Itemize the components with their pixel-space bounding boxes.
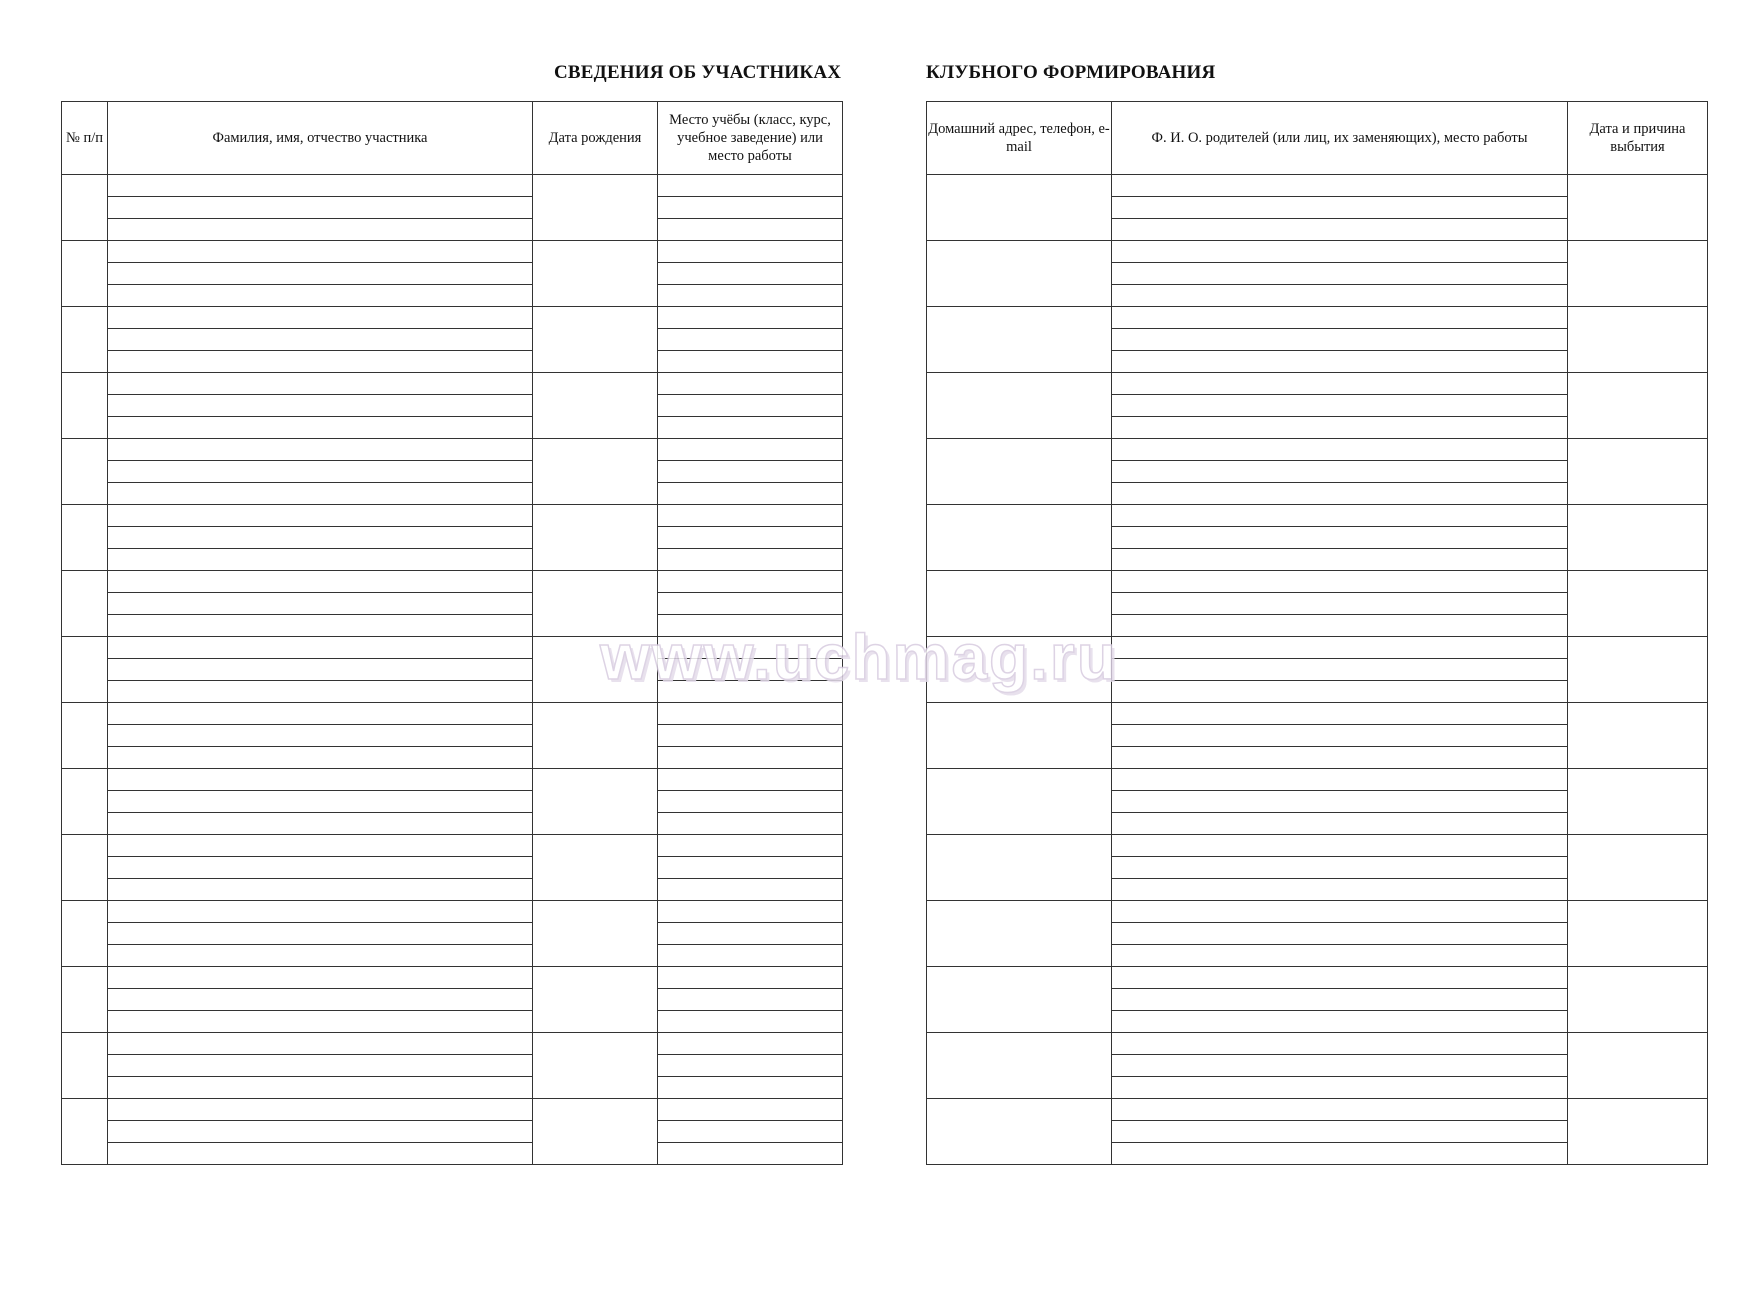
address-cell[interactable]	[927, 1033, 1112, 1099]
study-place-line[interactable]	[658, 527, 843, 549]
study-place-line[interactable]	[658, 1143, 843, 1165]
leave-date-cell[interactable]	[1568, 241, 1708, 307]
address-cell[interactable]	[927, 967, 1112, 1033]
leave-date-cell[interactable]	[1568, 637, 1708, 703]
study-place-line[interactable]	[658, 307, 843, 329]
header-birth-date: Дата рождения	[533, 102, 658, 175]
parents-line[interactable]	[1112, 285, 1568, 307]
leave-date-cell[interactable]	[1568, 373, 1708, 439]
parents-line[interactable]	[1112, 1011, 1568, 1033]
number-cell[interactable]	[62, 1099, 108, 1165]
name-line[interactable]	[108, 285, 533, 307]
address-cell[interactable]	[927, 1099, 1112, 1165]
header-home-address: Домашний адрес, телефон, e-mail	[927, 102, 1112, 175]
study-place-line[interactable]	[658, 439, 843, 461]
name-line[interactable]	[108, 483, 533, 505]
study-place-line[interactable]	[658, 1099, 843, 1121]
parents-line[interactable]	[1112, 593, 1568, 615]
address-cell[interactable]	[927, 175, 1112, 241]
table-row	[927, 835, 1708, 857]
address-cell[interactable]	[927, 769, 1112, 835]
leave-date-cell[interactable]	[1568, 571, 1708, 637]
parents-line[interactable]	[1112, 791, 1568, 813]
study-place-line[interactable]	[658, 725, 843, 747]
name-line[interactable]	[108, 175, 533, 197]
name-line[interactable]	[108, 263, 533, 285]
table-row	[927, 241, 1708, 263]
study-place-line[interactable]	[658, 175, 843, 197]
study-place-line[interactable]	[658, 571, 843, 593]
parents-line[interactable]	[1112, 967, 1568, 989]
name-line[interactable]	[108, 505, 533, 527]
table-row	[62, 373, 843, 395]
table-row	[62, 219, 843, 241]
parents-line[interactable]	[1112, 945, 1568, 967]
name-line[interactable]	[108, 857, 533, 879]
number-cell[interactable]	[62, 373, 108, 439]
leave-date-cell[interactable]	[1568, 1099, 1708, 1165]
birth-date-cell[interactable]	[533, 307, 658, 373]
table-row	[62, 439, 843, 461]
study-place-line[interactable]	[658, 703, 843, 725]
name-line[interactable]	[108, 703, 533, 725]
birth-date-cell[interactable]	[533, 835, 658, 901]
table-row	[62, 549, 843, 571]
table-row	[927, 307, 1708, 329]
address-cell[interactable]	[927, 637, 1112, 703]
study-place-line[interactable]	[658, 791, 843, 813]
table-row	[62, 329, 843, 351]
name-line[interactable]	[108, 351, 533, 373]
name-line[interactable]	[108, 1033, 533, 1055]
address-cell[interactable]	[927, 307, 1112, 373]
study-place-line[interactable]	[658, 967, 843, 989]
name-line[interactable]	[108, 769, 533, 791]
number-cell[interactable]	[62, 901, 108, 967]
table-row	[62, 1033, 843, 1055]
table-row	[62, 989, 843, 1011]
name-line[interactable]	[108, 571, 533, 593]
table-row	[62, 417, 843, 439]
table-row	[62, 307, 843, 329]
study-place-line[interactable]	[658, 549, 843, 571]
name-line[interactable]	[108, 879, 533, 901]
parents-line[interactable]	[1112, 483, 1568, 505]
table-row	[62, 395, 843, 417]
birth-date-cell[interactable]	[533, 505, 658, 571]
table-row	[62, 1099, 843, 1121]
name-line[interactable]	[108, 967, 533, 989]
study-place-line[interactable]	[658, 505, 843, 527]
table-row	[62, 1143, 843, 1165]
name-line[interactable]	[108, 1121, 533, 1143]
parents-line[interactable]	[1112, 307, 1568, 329]
number-cell[interactable]	[62, 1033, 108, 1099]
parents-line[interactable]	[1112, 373, 1568, 395]
parents-line[interactable]	[1112, 1143, 1568, 1165]
table-row	[927, 901, 1708, 923]
name-line[interactable]	[108, 681, 533, 703]
leave-date-cell[interactable]	[1568, 901, 1708, 967]
table-row	[62, 505, 843, 527]
parents-line[interactable]	[1112, 1099, 1568, 1121]
right-page-title: КЛУБНОГО ФОРМИРОВАНИЯ	[926, 62, 1216, 83]
address-cell[interactable]	[927, 901, 1112, 967]
address-cell[interactable]	[927, 571, 1112, 637]
parents-line[interactable]	[1112, 505, 1568, 527]
table-row	[927, 1099, 1708, 1121]
name-line[interactable]	[108, 659, 533, 681]
table-row	[62, 659, 843, 681]
study-place-line[interactable]	[658, 813, 843, 835]
name-line[interactable]	[108, 1077, 533, 1099]
study-place-line[interactable]	[658, 747, 843, 769]
header-number: № п/п	[62, 102, 108, 175]
study-place-line[interactable]	[658, 219, 843, 241]
table-row	[62, 1121, 843, 1143]
birth-date-cell[interactable]	[533, 439, 658, 505]
address-cell[interactable]	[927, 835, 1112, 901]
name-line[interactable]	[108, 307, 533, 329]
birth-date-cell[interactable]	[533, 1033, 658, 1099]
watermark: www.uchmag.ru	[600, 621, 1118, 693]
number-cell[interactable]	[62, 505, 108, 571]
table-row	[62, 769, 843, 791]
name-line[interactable]	[108, 791, 533, 813]
left-page-title: СВЕДЕНИЯ ОБ УЧАСТНИКАХ	[554, 62, 842, 83]
birth-date-cell[interactable]	[533, 637, 658, 703]
birth-date-cell[interactable]	[533, 373, 658, 439]
parents-line[interactable]	[1112, 351, 1568, 373]
table-row	[927, 175, 1708, 197]
number-cell[interactable]	[62, 175, 108, 241]
header-parents: Ф. И. О. родителей (или лиц, их заменяющих), место работы	[1112, 102, 1568, 175]
study-place-line[interactable]	[658, 989, 843, 1011]
study-place-line[interactable]	[658, 373, 843, 395]
address-cell[interactable]	[927, 373, 1112, 439]
parents-line[interactable]	[1112, 1033, 1568, 1055]
table-row	[62, 835, 843, 857]
name-line[interactable]	[108, 241, 533, 263]
name-line[interactable]	[108, 1055, 533, 1077]
header-leave-date: Дата и причина выбытия	[1568, 102, 1708, 175]
table-row	[62, 483, 843, 505]
name-line[interactable]	[108, 923, 533, 945]
name-line[interactable]	[108, 1099, 533, 1121]
table-row	[62, 901, 843, 923]
table-row	[62, 879, 843, 901]
name-line[interactable]	[108, 1143, 533, 1165]
table-row	[62, 285, 843, 307]
name-line[interactable]	[108, 593, 533, 615]
parents-line[interactable]	[1112, 813, 1568, 835]
table-row	[62, 593, 843, 615]
study-place-line[interactable]	[658, 857, 843, 879]
parents-line[interactable]	[1112, 527, 1568, 549]
parents-line[interactable]	[1112, 395, 1568, 417]
table-row	[62, 703, 843, 725]
leave-date-cell[interactable]	[1568, 967, 1708, 1033]
address-cell[interactable]	[927, 439, 1112, 505]
name-line[interactable]	[108, 725, 533, 747]
table-row	[927, 769, 1708, 791]
study-place-line[interactable]	[658, 1121, 843, 1143]
address-cell[interactable]	[927, 505, 1112, 571]
parents-line[interactable]	[1112, 989, 1568, 1011]
parents-line[interactable]	[1112, 879, 1568, 901]
number-cell[interactable]	[62, 439, 108, 505]
participants-details-table	[926, 101, 1708, 1165]
name-line[interactable]	[108, 549, 533, 571]
table-row	[927, 439, 1708, 461]
parents-line[interactable]	[1112, 615, 1568, 637]
parents-line[interactable]	[1112, 329, 1568, 351]
name-line[interactable]	[108, 461, 533, 483]
study-place-line[interactable]	[658, 285, 843, 307]
participants-table	[61, 101, 843, 1165]
table-row	[927, 967, 1708, 989]
number-cell[interactable]	[62, 967, 108, 1033]
birth-date-cell[interactable]	[533, 901, 658, 967]
table-row	[62, 241, 843, 263]
name-line[interactable]	[108, 813, 533, 835]
leave-date-cell[interactable]	[1568, 505, 1708, 571]
birth-date-cell[interactable]	[533, 241, 658, 307]
study-place-line[interactable]	[658, 923, 843, 945]
table-row	[62, 681, 843, 703]
parents-line[interactable]	[1112, 703, 1568, 725]
parents-line[interactable]	[1112, 681, 1568, 703]
table-row	[927, 1033, 1708, 1055]
address-cell[interactable]	[927, 241, 1112, 307]
table-row	[62, 945, 843, 967]
name-line[interactable]	[108, 637, 533, 659]
leave-date-cell[interactable]	[1568, 769, 1708, 835]
leave-date-cell[interactable]	[1568, 703, 1708, 769]
study-place-line[interactable]	[658, 945, 843, 967]
parents-line[interactable]	[1112, 1077, 1568, 1099]
parents-line[interactable]	[1112, 175, 1568, 197]
table-row	[62, 571, 843, 593]
parents-line[interactable]	[1112, 747, 1568, 769]
name-line[interactable]	[108, 417, 533, 439]
birth-date-cell[interactable]	[533, 175, 658, 241]
leave-date-cell[interactable]	[1568, 439, 1708, 505]
table-row	[62, 1055, 843, 1077]
parents-line[interactable]	[1112, 1121, 1568, 1143]
name-line[interactable]	[108, 835, 533, 857]
name-line[interactable]	[108, 197, 533, 219]
name-line[interactable]	[108, 747, 533, 769]
parents-line[interactable]	[1112, 659, 1568, 681]
table-row	[62, 725, 843, 747]
leave-date-cell[interactable]	[1568, 175, 1708, 241]
leave-date-cell[interactable]	[1568, 1033, 1708, 1099]
name-line[interactable]	[108, 373, 533, 395]
name-line[interactable]	[108, 329, 533, 351]
study-place-line[interactable]	[658, 615, 843, 637]
parents-line[interactable]	[1112, 417, 1568, 439]
table-row	[927, 373, 1708, 395]
table-row	[62, 791, 843, 813]
number-cell[interactable]	[62, 637, 108, 703]
study-place-line[interactable]	[658, 769, 843, 791]
table-row	[927, 703, 1708, 725]
study-place-line[interactable]	[658, 1033, 843, 1055]
study-place-line[interactable]	[658, 329, 843, 351]
number-cell[interactable]	[62, 241, 108, 307]
table-row	[62, 747, 843, 769]
parents-line[interactable]	[1112, 461, 1568, 483]
study-place-line[interactable]	[658, 241, 843, 263]
table-row	[62, 263, 843, 285]
table-row	[62, 461, 843, 483]
parents-line[interactable]	[1112, 197, 1568, 219]
study-place-line[interactable]	[658, 835, 843, 857]
name-line[interactable]	[108, 989, 533, 1011]
table-row	[62, 637, 843, 659]
parents-line[interactable]	[1112, 241, 1568, 263]
address-cell[interactable]	[927, 703, 1112, 769]
leave-date-cell[interactable]	[1568, 307, 1708, 373]
study-place-line[interactable]	[658, 197, 843, 219]
name-line[interactable]	[108, 1011, 533, 1033]
parents-line[interactable]	[1112, 637, 1568, 659]
table-row	[927, 571, 1708, 593]
parents-line[interactable]	[1112, 857, 1568, 879]
name-line[interactable]	[108, 615, 533, 637]
parents-line[interactable]	[1112, 923, 1568, 945]
number-cell[interactable]	[62, 769, 108, 835]
study-place-line[interactable]	[658, 351, 843, 373]
parents-line[interactable]	[1112, 549, 1568, 571]
table-row	[62, 197, 843, 219]
number-cell[interactable]	[62, 571, 108, 637]
table-row	[62, 1011, 843, 1033]
study-place-line[interactable]	[658, 1011, 843, 1033]
name-line[interactable]	[108, 901, 533, 923]
table-row	[62, 527, 843, 549]
table-row	[62, 967, 843, 989]
study-place-line[interactable]	[658, 461, 843, 483]
parents-line[interactable]	[1112, 769, 1568, 791]
number-cell[interactable]	[62, 703, 108, 769]
name-line[interactable]	[108, 945, 533, 967]
table-row	[927, 637, 1708, 659]
number-cell[interactable]	[62, 307, 108, 373]
study-place-line[interactable]	[658, 879, 843, 901]
study-place-line[interactable]	[658, 681, 843, 703]
header-full-name: Фамилия, имя, отчество участника	[108, 102, 533, 175]
table-row	[62, 175, 843, 197]
parents-line[interactable]	[1112, 571, 1568, 593]
parents-line[interactable]	[1112, 263, 1568, 285]
study-place-line[interactable]	[658, 483, 843, 505]
study-place-line[interactable]	[658, 417, 843, 439]
leave-date-cell[interactable]	[1568, 835, 1708, 901]
parents-line[interactable]	[1112, 725, 1568, 747]
name-line[interactable]	[108, 439, 533, 461]
table-row	[62, 1077, 843, 1099]
table-row	[927, 505, 1708, 527]
study-place-line[interactable]	[658, 395, 843, 417]
study-place-line[interactable]	[658, 593, 843, 615]
birth-date-cell[interactable]	[533, 769, 658, 835]
birth-date-cell[interactable]	[533, 967, 658, 1033]
study-place-line[interactable]	[658, 637, 843, 659]
parents-line[interactable]	[1112, 901, 1568, 923]
parents-line[interactable]	[1112, 219, 1568, 241]
parents-line[interactable]	[1112, 835, 1568, 857]
table-row	[62, 813, 843, 835]
study-place-line[interactable]	[658, 263, 843, 285]
parents-line[interactable]	[1112, 439, 1568, 461]
name-line[interactable]	[108, 527, 533, 549]
table-row	[62, 615, 843, 637]
parents-line[interactable]	[1112, 1055, 1568, 1077]
birth-date-cell[interactable]	[533, 1099, 658, 1165]
name-line[interactable]	[108, 219, 533, 241]
number-cell[interactable]	[62, 835, 108, 901]
birth-date-cell[interactable]	[533, 571, 658, 637]
study-place-line[interactable]	[658, 901, 843, 923]
birth-date-cell[interactable]	[533, 703, 658, 769]
study-place-line[interactable]	[658, 1077, 843, 1099]
table-row	[62, 351, 843, 373]
study-place-line[interactable]	[658, 659, 843, 681]
name-line[interactable]	[108, 395, 533, 417]
table-row	[62, 923, 843, 945]
table-row	[62, 857, 843, 879]
study-place-line[interactable]	[658, 1055, 843, 1077]
header-study-place: Место учёбы (класс, курс, учебное заведение) или место работы	[658, 102, 843, 175]
